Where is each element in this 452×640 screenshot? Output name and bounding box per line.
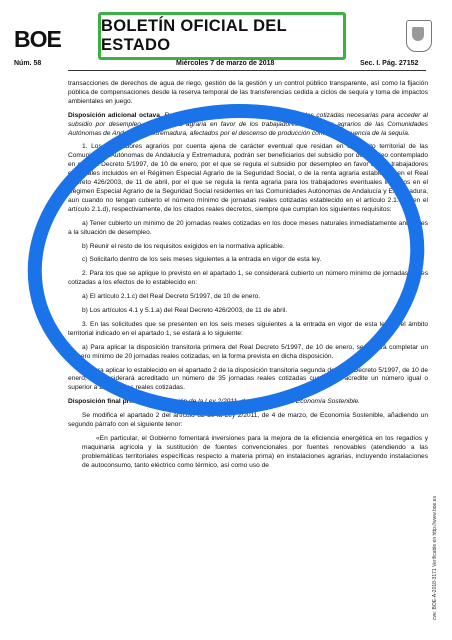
blue-circle-annotation — [15, 87, 436, 434]
issue-date: Miércoles 7 de marzo de 2018 — [176, 60, 275, 67]
item-1a: a) Tener cubierto un mínimo de 20 jornadas reales cotizadas en los doce meses naturales inmediatamente anteriores a la situación de desempleo. — [68, 219, 428, 236]
final-provision-label: Disposición final primera. — [68, 398, 149, 406]
item-2b: b) Los artículos 4.1 y 5.1.a) del Real Decreto 426/2003, de 11 de abril. — [82, 307, 288, 315]
quoted-paragraph: «En particular, el Gobierno fomentará inversiones para la mejora de la eficiencia energética en los regadíos y maquinaria agrícola y la sustitución de fuentes convencionales por fuentes renovables (atendiendo a las problemáticas territoriales específicas respecto a materia prima) en instalaciones agrarias, incluyendo instalaciones de autoconsumo, tanto eléctrico como térmico, así como uso de — [82, 435, 428, 469]
item-1b: b) Reunir el resto de los requisitos exigidos en la normativa aplicable. — [82, 242, 285, 250]
paragraph-3: 3. En las solicitudes que se presenten en los seis meses siguientes a la entrada en vigor de esta ley en el ámbito territorial indicado en el apartado 1, se estará a lo siguiente: — [68, 320, 428, 337]
paragraph-2: 2. Para los que se aplique lo previsto en el apartado 1, se considerará cubierto un número mínimo de jornadas reales cotizadas a los efectos de lo establecido en: — [68, 270, 428, 287]
item-3a: a) Para aplicar la disposición transitoria primera del Real Decreto 5/1997, de 10 de enero, se deberá completar un número mínimo de 20 jornadas reales cotizadas, en la forma prevista en dicha disposición. — [68, 343, 428, 360]
issue-number: Núm. 58 — [14, 60, 42, 67]
boe-logo: BOE — [14, 26, 61, 52]
paragraph-1: 1. Los trabajadores agrarios por cuenta ajena de carácter eventual que residan en el ámbito territorial de las Comunidades Autónomas de Andalucía y Extremadura, podrán ser beneficiarios del subsidio por desempleo contemplado en el Real Decreto 5/1997, de 10 de enero, por el que se regula el subsidio por desempleo en favor de los trabajadores eventuales incluidos en el Régimen Especial Agrario de la Seguridad Social, o de la renta agraria establecida en el Real Decreto 426/2003, de 11 de abril, por el que se regula la renta agraria para los trabajadores eventuales incluidos en el Régimen Especial Agrario de la Seguridad Social residentes en las Comunidades Autónomas de Andalucía y Extremadura, aun cuando no tengan cubierto el número mínimo de jornadas reales cotizadas establecido en el artículo 2.1.c) o en el artículo 2.1.d), respectivamente, de los citados reales decretos, siempre que cumplan los siguientes requisitos: — [68, 143, 428, 213]
verification-text: cve: BOE-A-2018-3171 Verificable en http://www.boe.es — [432, 496, 438, 620]
section-page: Sec. I. Pág. 27152 — [360, 60, 419, 67]
paragraph-4: Se modifica el apartado 2 del artículo 82 de la Ley 2/2011, de 4 de marzo, de Economía Sostenible, añadiendo un segundo párrafo con el siguiente tenor: — [68, 412, 428, 429]
page-title: BOLETÍN OFICIAL DEL ESTADO — [101, 17, 287, 54]
intro-paragraph: transacciones de derechos de agua de riego, gestión de la gestión y un control público transparente, así como la fijación pública de compensaciones desde la reserva temporal de las transferencias cedida a ciclos de sequía y toma de impactos ambientales en juego. — [68, 80, 428, 105]
provision-label: Disposición adicional octava. — [68, 111, 162, 119]
item-1c: c) Solicitarlo dentro de los seis meses siguientes a la entrada en vigor de esta ley. — [82, 256, 322, 264]
item-3b: b) Para aplicar lo establecido en el apartado 2 de la disposición transitoria segunda del Real Decreto 5/1997, de 10 de enero, se considerará acreditado un número de 35 jornadas reales cotizadas cuando se acredite un número igual o superior a 20 jornadas reales cotizadas. — [68, 366, 428, 392]
item-2a: a) El artículo 2.1.c) del Real Decreto 5/1997, de 10 de enero. — [82, 293, 261, 301]
final-provision-title: Modificación de la Ley 2/2011, de 4 de marzo, de Economía Sostenible. — [148, 398, 360, 406]
provision-title: Reducción del número mínimo de jornadas reales cotizadas necesarias para acceder al subsidio por desempleo o a la renta agraria en favor de los trabajadores eventuales agrarios de las Comunidades Autónomas de Andalucía y Extremadura, afectados por el descenso de producción como consecuencia de la sequía. — [68, 111, 428, 137]
